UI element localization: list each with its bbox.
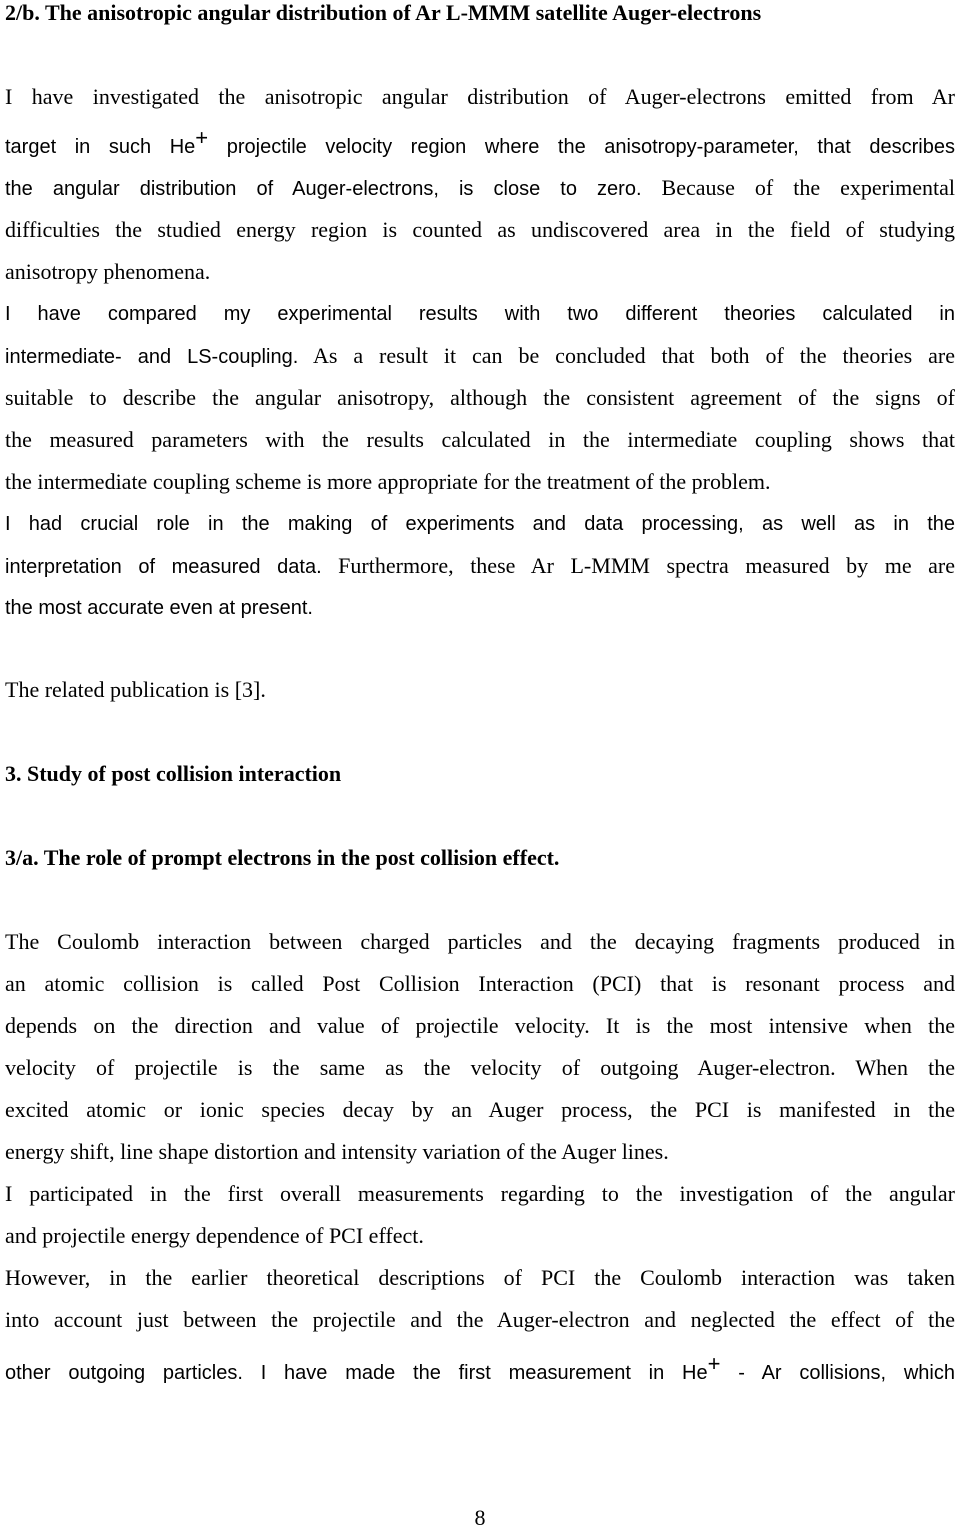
text-line xyxy=(5,1351,955,1386)
text-line: the intermediate coupling scheme is more appropriate for the treatment of the problem. xyxy=(5,469,771,494)
text-segment: - Ar collisions, which xyxy=(720,1362,955,1384)
text-line xyxy=(5,553,955,580)
text-line xyxy=(5,175,955,202)
text-line: an atomic collision is called Post Collision Interaction (PCI) that is resonant process and xyxy=(5,971,955,996)
text-segment: the angular distribution of Auger-electrons, is close to zero. xyxy=(5,178,642,200)
text-line: anisotropy phenomena. xyxy=(5,259,211,284)
text-line: into account just between the projectile and the Auger-electron and neglected the effect of the xyxy=(5,1307,955,1332)
superscript-plus: + xyxy=(195,125,209,150)
text-segment: other outgoing particles. I have made the first measurement in He xyxy=(5,1362,708,1384)
text-segment: Because of the experimental xyxy=(641,175,955,200)
publication-note: The related publication is [3]. xyxy=(5,677,266,702)
text-line: difficulties the studied energy region is counted as undiscovered area in the field of studying xyxy=(5,217,955,242)
text-segment: interpretation of measured data. xyxy=(5,556,322,578)
text-line: and projectile energy dependence of PCI effect. xyxy=(5,1223,424,1248)
text-line: suitable to describe the angular anisotropy, although the consistent agreement of the signs of xyxy=(5,385,955,410)
text-segment: projectile velocity region where the anisotropy-parameter, that describes xyxy=(208,136,955,158)
text-line: I participated in the first overall measurements regarding to the investigation of the angular xyxy=(5,1181,955,1206)
text-line: I have investigated the anisotropic angular distribution of Auger-electrons emitted from Ar xyxy=(5,84,955,109)
text-line: excited atomic or ionic species decay by an Auger process, the PCI is manifested in the xyxy=(5,1097,955,1122)
text-line: I have compared my experimental results with two different theories calculated in xyxy=(5,303,955,325)
text-line xyxy=(5,125,955,160)
text-line: the measured parameters with the results calculated in the intermediate coupling shows that xyxy=(5,427,955,452)
text-segment: target in such He xyxy=(5,136,196,158)
text-line: energy shift, line shape distortion and intensity variation of the Auger lines. xyxy=(5,1139,669,1164)
text-segment: As a result it can be concluded that both of the theories are xyxy=(298,343,955,368)
text-line: velocity of projectile is the same as the velocity of outgoing Auger-electron. When the xyxy=(5,1055,955,1080)
text-line: the most accurate even at present. xyxy=(5,597,313,619)
text-line: depends on the direction and value of projectile velocity. It is the most intensive when the xyxy=(5,1013,955,1038)
text-line xyxy=(5,343,955,370)
subsection-heading-3a: 3/a. The role of prompt electrons in the post collision effect. xyxy=(5,845,560,870)
superscript-plus: + xyxy=(707,1351,721,1376)
text-line: However, in the earlier theoretical descriptions of PCI the Coulomb interaction was taken xyxy=(5,1265,955,1290)
page-number: 8 xyxy=(474,1505,486,1530)
text-line: The Coulomb interaction between charged particles and the decaying fragments produced in xyxy=(5,929,955,954)
text-segment: Furthermore, these Ar L-MMM spectra measured by me are xyxy=(321,553,955,578)
text-segment: intermediate- and LS-coupling. xyxy=(5,346,299,368)
section-heading-2b: 2/b. The anisotropic angular distribution of Ar L-MMM satellite Auger-electrons xyxy=(5,0,762,25)
text-line: I had crucial role in the making of experiments and data processing, as well as in the xyxy=(5,513,955,535)
section-heading-3: 3. Study of post collision interaction xyxy=(5,761,342,786)
